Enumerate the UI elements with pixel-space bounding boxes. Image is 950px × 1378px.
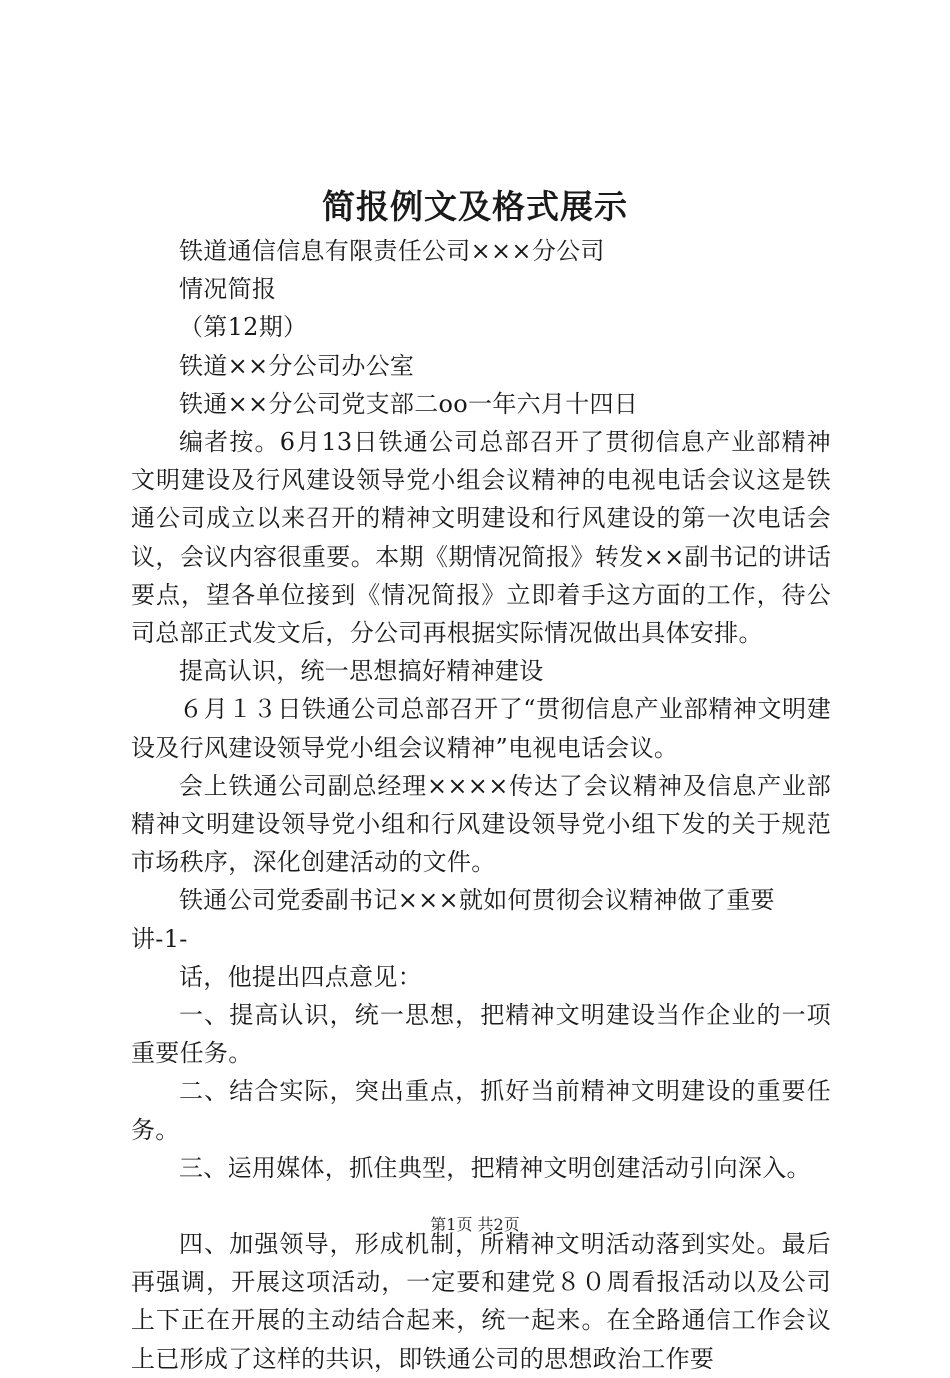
document-title: 简报例文及格式展示 — [322, 187, 628, 226]
paragraph-deputy-manager: 会上铁通公司副总经理××××传达了会议精神及信息产业部精神文明建设领导党小组和行风建设领导党小组下发的关于规范市场秩序，深化创建活动的文件。 — [131, 771, 831, 877]
editor-note: 编者按。6月13日铁通公司总部召开了贯彻信息产业部精神文明建设及行风建设领导党小组会议精神的电视电话会议这是铁通公司成立以来召开的精神文明建设和行风建设的第一次电话会议，会议内容很重要。本期《期情况简报》转发××副书记的讲话要点，望各单位接到《情况简报》立即着手这方面的工作，待公司总部正式发文后，分公司再根据实际情况做出具体安排。 — [131, 428, 831, 648]
point-one: 一、提高认识，统一思想，把精神文明建设当作企业的一项重要任务。 — [131, 1001, 831, 1068]
point-four: 四、加强领导，形成机制，所精神文明活动落到实处。最后再强调，开展这项活动，一定要和建党８０周看报活动以及公司上下正在开展的主动结合起来，统一起来。在全路通信工作会议上已形成了这样的共识，即铁通公司的思想政治工作要 — [131, 1230, 831, 1373]
point-two: 二、结合实际，突出重点，抓好当前精神文明建设的重要任务。 — [131, 1077, 831, 1144]
paragraph-meeting: ６月１３日铁通公司总部召开了“贯彻信息产业部精神文明建设及行风建设领导党小组会议精神”电视电话会议。 — [131, 695, 831, 762]
issuing-date: 铁通××分公司党支部二oo一年六月十四日 — [179, 389, 639, 418]
point-three: 三、运用媒体，抓住典型，把精神文明创建活动引向深入。 — [179, 1153, 811, 1182]
issuing-office: 铁道××分公司办公室 — [179, 351, 415, 380]
section-heading: 提高认识，统一思想搞好精神建设 — [179, 657, 544, 686]
paragraph-four-points: 话，他提出四点意见： — [179, 962, 422, 991]
page-footer: 第1页 共2页 — [430, 1215, 520, 1234]
page-break-marker: 讲-1- — [131, 924, 188, 953]
document-body — [131, 232, 831, 1378]
paragraph-deputy-secretary: 铁通公司党委副书记×××就如何贯彻会议精神做了重要 — [179, 886, 775, 915]
issue-number: （第12期） — [179, 313, 308, 342]
bulletin-name: 情况简报 — [179, 275, 277, 304]
company-name: 铁道通信信息有限责任公司×××分公司 — [179, 237, 605, 265]
